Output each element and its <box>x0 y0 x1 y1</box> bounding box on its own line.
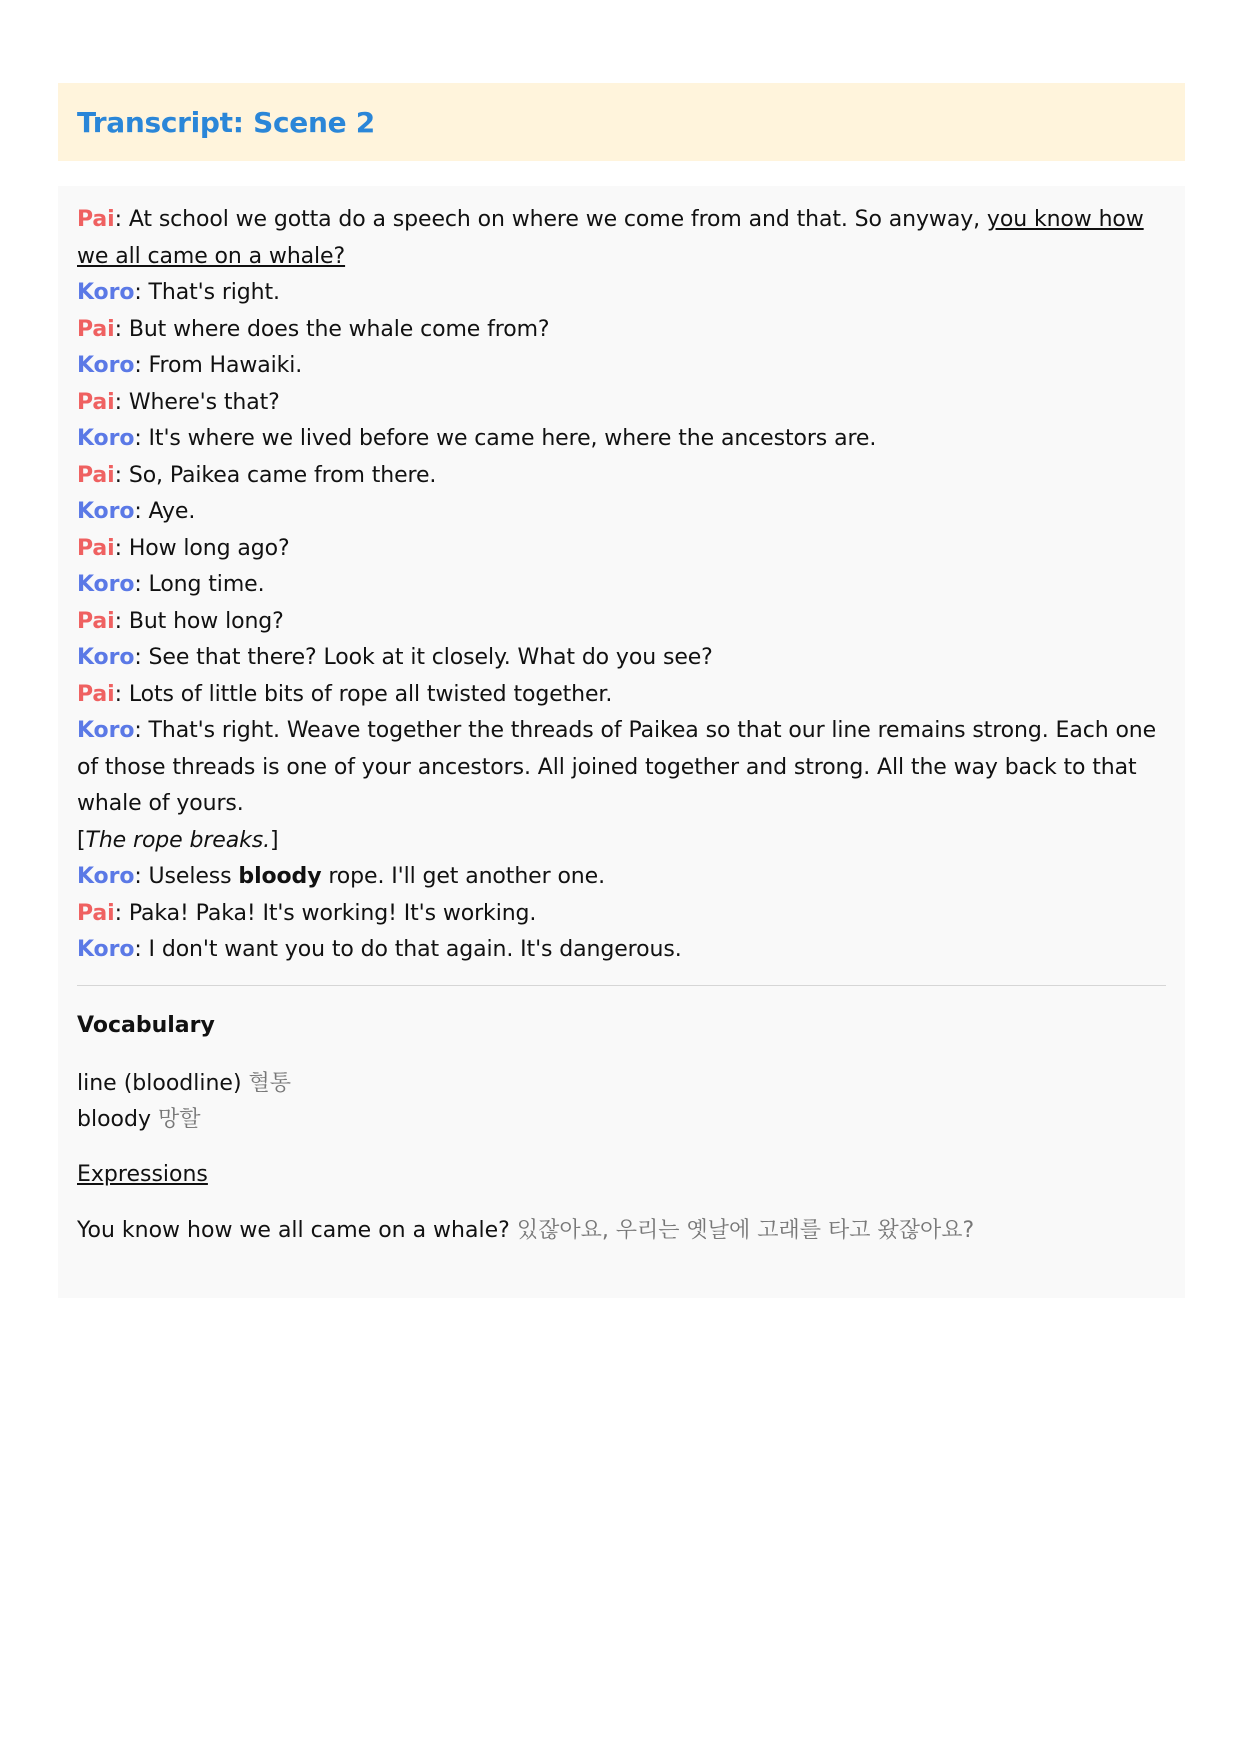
dialogue-line <box>77 567 1166 604</box>
expression-korean: 있잖아요, 우리는 옛날에 고래를 타고 왔잖아요? <box>516 1217 975 1243</box>
dialogue-line <box>77 640 1166 677</box>
dialogue-line <box>77 421 1166 458</box>
speaker-name: Koro <box>77 718 135 743</box>
speaker-name: Koro <box>77 572 135 597</box>
dialogue-line <box>77 348 1166 385</box>
line-text: : So, Paikea came from there. <box>114 462 437 488</box>
line-text: : At school we gotta do a speech on where we come from and that. So anyway, <box>114 207 987 232</box>
section-divider <box>77 985 1166 986</box>
vocab-english: line (bloodline) <box>77 1070 242 1096</box>
line-text: : From Hawaiki. <box>134 353 303 378</box>
line-text: : That's right. <box>134 280 280 305</box>
speaker-name: Koro <box>77 645 135 670</box>
dialogue-line <box>77 677 1166 714</box>
dialogue-line <box>77 458 1166 495</box>
speaker-name: Koro <box>77 864 135 889</box>
expressions-heading: Expressions <box>77 1161 208 1187</box>
speaker-name: Koro <box>77 499 135 524</box>
speaker-name: Koro <box>77 937 135 962</box>
dialogue-line <box>77 932 1166 969</box>
line-text: : That's right. Weave together the threads of Paikea so that our line remains strong. Each one of those threads is one of your ancestors. All joined together and strong. All the way back to that whale of yours. <box>77 718 1157 816</box>
bracket-open: [ <box>77 827 86 853</box>
line-text: : See that there? Look at it closely. What do you see? <box>134 645 713 670</box>
vocabulary-item <box>77 1066 1166 1102</box>
dialogue <box>77 202 1166 969</box>
line-text: : But how long? <box>114 608 284 634</box>
dialogue-line <box>77 385 1166 422</box>
line-text: : Long time. <box>134 572 265 597</box>
dialogue-line <box>77 859 1166 896</box>
expression-english: You know how we all came on a whale? <box>77 1217 510 1243</box>
dialogue-line <box>77 713 1166 823</box>
highlighted-expression: you know how we all came on a whale? <box>77 207 1144 269</box>
line-text: : But where does the whale come from? <box>114 316 550 342</box>
transcript-panel <box>58 186 1185 1298</box>
expression-item <box>77 1216 1166 1246</box>
dialogue-line <box>77 531 1166 568</box>
line-text: : Where's that? <box>114 389 280 415</box>
dialogue-line <box>77 494 1166 531</box>
line-text: : Aye. <box>134 499 196 524</box>
speaker-name: Pai <box>77 608 115 634</box>
dialogue-line <box>77 312 1166 349</box>
line-text: : Lots of little bits of rope all twisted together. <box>114 681 613 707</box>
line-text: : I don't want you to do that again. It's dangerous. <box>134 937 682 962</box>
line-text: rope. I'll get another one. <box>321 864 605 889</box>
dialogue-line <box>77 202 1166 275</box>
title-banner <box>58 83 1185 161</box>
vocab-korean: 망할 <box>157 1106 201 1132</box>
vocabulary-list <box>77 1066 1166 1138</box>
speaker-name: Pai <box>77 681 115 707</box>
line-text: : Paka! Paka! It's working! It's working. <box>114 900 537 926</box>
speaker-name: Pai <box>77 535 115 561</box>
line-text: : Useless <box>134 864 239 889</box>
speaker-name: Pai <box>77 900 115 926</box>
speaker-name: Koro <box>77 426 135 451</box>
page-title: Transcript: Scene 2 <box>77 105 375 139</box>
vocabulary-heading: Vocabulary <box>77 1012 215 1038</box>
dialogue-line <box>77 275 1166 312</box>
speaker-name: Pai <box>77 462 115 488</box>
stage-direction: The rope breaks. <box>85 827 271 853</box>
bracket-close: ] <box>270 827 279 853</box>
dialogue-line <box>77 896 1166 933</box>
speaker-name: Koro <box>77 280 135 305</box>
speaker-name: Pai <box>77 207 115 232</box>
line-text: : How long ago? <box>114 535 290 561</box>
stage-direction-line <box>77 823 1166 860</box>
vocab-korean: 혈통 <box>248 1070 292 1096</box>
dialogue-line <box>77 604 1166 641</box>
speaker-name: Koro <box>77 353 135 378</box>
vocab-english: bloody <box>77 1106 151 1132</box>
highlighted-word: bloody <box>238 864 322 889</box>
speaker-name: Pai <box>77 389 115 415</box>
vocabulary-item <box>77 1102 1166 1138</box>
speaker-name: Pai <box>77 316 115 342</box>
line-text: : It's where we lived before we came here, where the ancestors are. <box>134 426 877 451</box>
